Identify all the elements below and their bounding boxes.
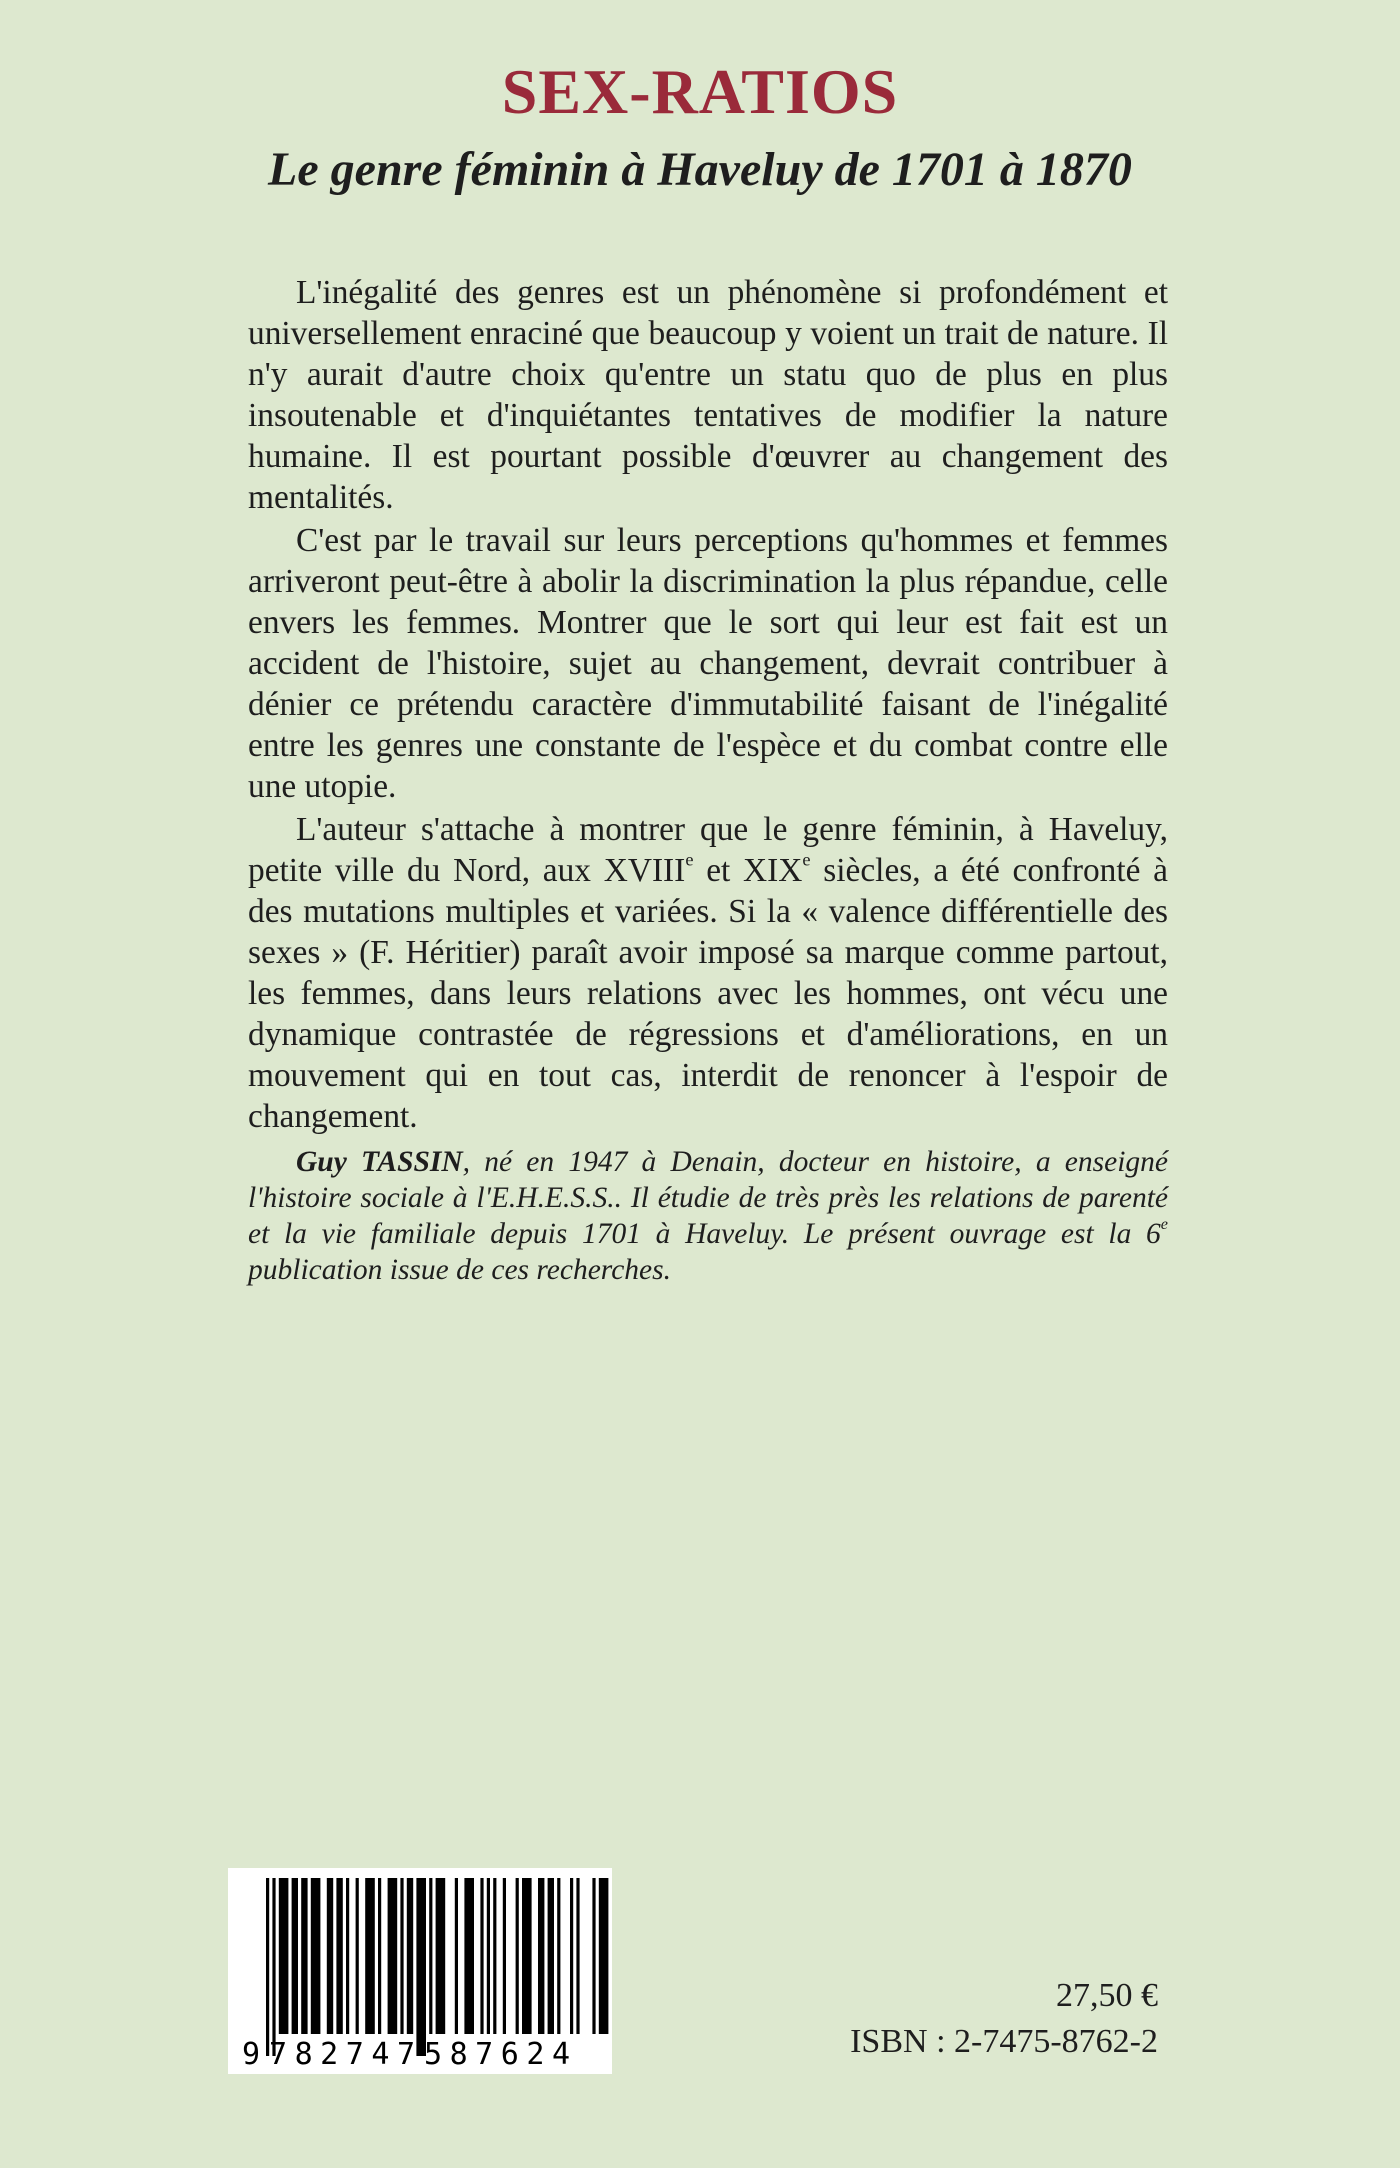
barcode-first-digit: 9: [242, 2037, 261, 2072]
barcode-bar: [503, 1878, 506, 2034]
barcode-bar: [416, 1878, 426, 2056]
barcode-bar: [407, 1878, 413, 2034]
barcode-bar: [592, 1878, 595, 2034]
barcode-bar: [272, 1878, 275, 2056]
blurb-p3-part-c: siècles, a été confronté à des mutations multiples et variées. Si la « valence différentielle des sexes » (F. Héritier) paraît avoir imposé sa marque comme partout, les femmes, dans leurs relations avec les hommes, ont vécu une dynamique contrastée de régressions et d'améliorations, en un mouvement qui en tout cas, interdit de renoncer à l'espoir de changement.: [248, 852, 1169, 1135]
blurb-paragraph-1: L'inégalité des genres est un phénomène si profondément et universellement enraciné que beaucoup y voient un trait de nature. Il n'y aurait d'autre choix qu'entre un statu quo de plus en plus insoutenable et d'inquiétantes tentatives de modifier la nature humaine. Il est pourtant possible d'œuvrer au changement des mentalités.: [248, 274, 1168, 516]
author-bio-paragraph: [248, 1144, 1168, 1288]
author-bio-part-a: , né en 1947 à Denain, docteur en histoire, a enseigné l'histoire sociale à l'E.H.E.S.S.. Il étudie de très près les relations de parenté et la vie familiale depuis 1701 à Haveluy. Le présent ouvrage est la 6: [248, 1146, 1168, 1250]
barcode-bar: [436, 1878, 446, 2034]
barcode-graphic: [228, 1868, 612, 2074]
barcode: [228, 1868, 612, 2074]
barcode-bar: [548, 1878, 554, 2034]
barcode-bar: [480, 1878, 483, 2034]
barcode-bar: [455, 1878, 458, 2034]
blurb-paragraph-2: C'est par le travail sur leurs perceptions qu'hommes et femmes arriveront peut-être à abolir la discrimination la plus répandue, celle envers les femmes. Montrer que le sort qui leur est fait est un accident de l'histoire, sujet au changement, devrait contribuer à dénier ce prétendu caractère d'immutabilité faisant de l'inégalité entre les genres une constante de l'espèce et du combat contre elle une utopie.: [248, 522, 1168, 805]
barcode-bar: [311, 1878, 321, 2034]
barcode-bar: [365, 1878, 375, 2034]
barcode-bar: [378, 1878, 381, 2034]
barcode-bar: [400, 1878, 403, 2034]
blurb: [248, 272, 1168, 1139]
superscript-e: e: [1160, 1215, 1168, 1234]
blurb-paragraph-3: [248, 809, 1168, 1137]
barcode-bar: [279, 1878, 289, 2034]
barcode-bar: [516, 1878, 519, 2034]
barcode-bar: [266, 1878, 269, 2056]
superscript-e: e: [802, 849, 811, 870]
author-bio-part-b: publication issue de ces recherches.: [248, 1254, 671, 1286]
barcode-bar: [336, 1878, 342, 2034]
price: 27,50 €: [1056, 1977, 1158, 2014]
barcode-bar: [570, 1878, 573, 2034]
barcode-bar: [301, 1878, 307, 2034]
barcode-bar: [487, 1878, 490, 2034]
barcode-bar: [493, 1878, 496, 2034]
isbn: ISBN : 2-7475-8762-2: [850, 2023, 1158, 2060]
barcode-bar: [356, 1878, 359, 2034]
barcode-bar: [576, 1878, 579, 2034]
barcode-bar: [292, 1878, 298, 2034]
barcode-bar: [522, 1878, 532, 2034]
author-name: Guy TASSIN: [296, 1146, 463, 1178]
barcode-left-digits: 782747: [269, 2037, 415, 2072]
barcode-bar: [327, 1878, 333, 2034]
barcode-bar: [346, 1878, 349, 2034]
barcode-bar: [464, 1878, 474, 2034]
blurb-p3-part-a: L'auteur s'attache à montrer que le genre féminin, à Haveluy, petite ville du Nord, aux XVIII: [248, 811, 1168, 889]
barcode-right-digits: 587624: [424, 2037, 570, 2072]
barcode-bar: [388, 1878, 398, 2034]
book-subtitle: Le genre féminin à Haveluy de 1701 à 1870: [268, 143, 1132, 196]
barcode-bar: [557, 1878, 560, 2034]
barcode-bar: [538, 1878, 544, 2034]
barcode-bar: [429, 1878, 432, 2034]
author-bio: [248, 1144, 1168, 1288]
barcode-bars: [266, 1878, 612, 2056]
barcode-bar: [599, 1878, 609, 2034]
book-title: SEX-RATIOS: [501, 56, 899, 127]
superscript-e: e: [685, 849, 694, 870]
blurb-p3-part-b: et XIX: [693, 852, 803, 889]
